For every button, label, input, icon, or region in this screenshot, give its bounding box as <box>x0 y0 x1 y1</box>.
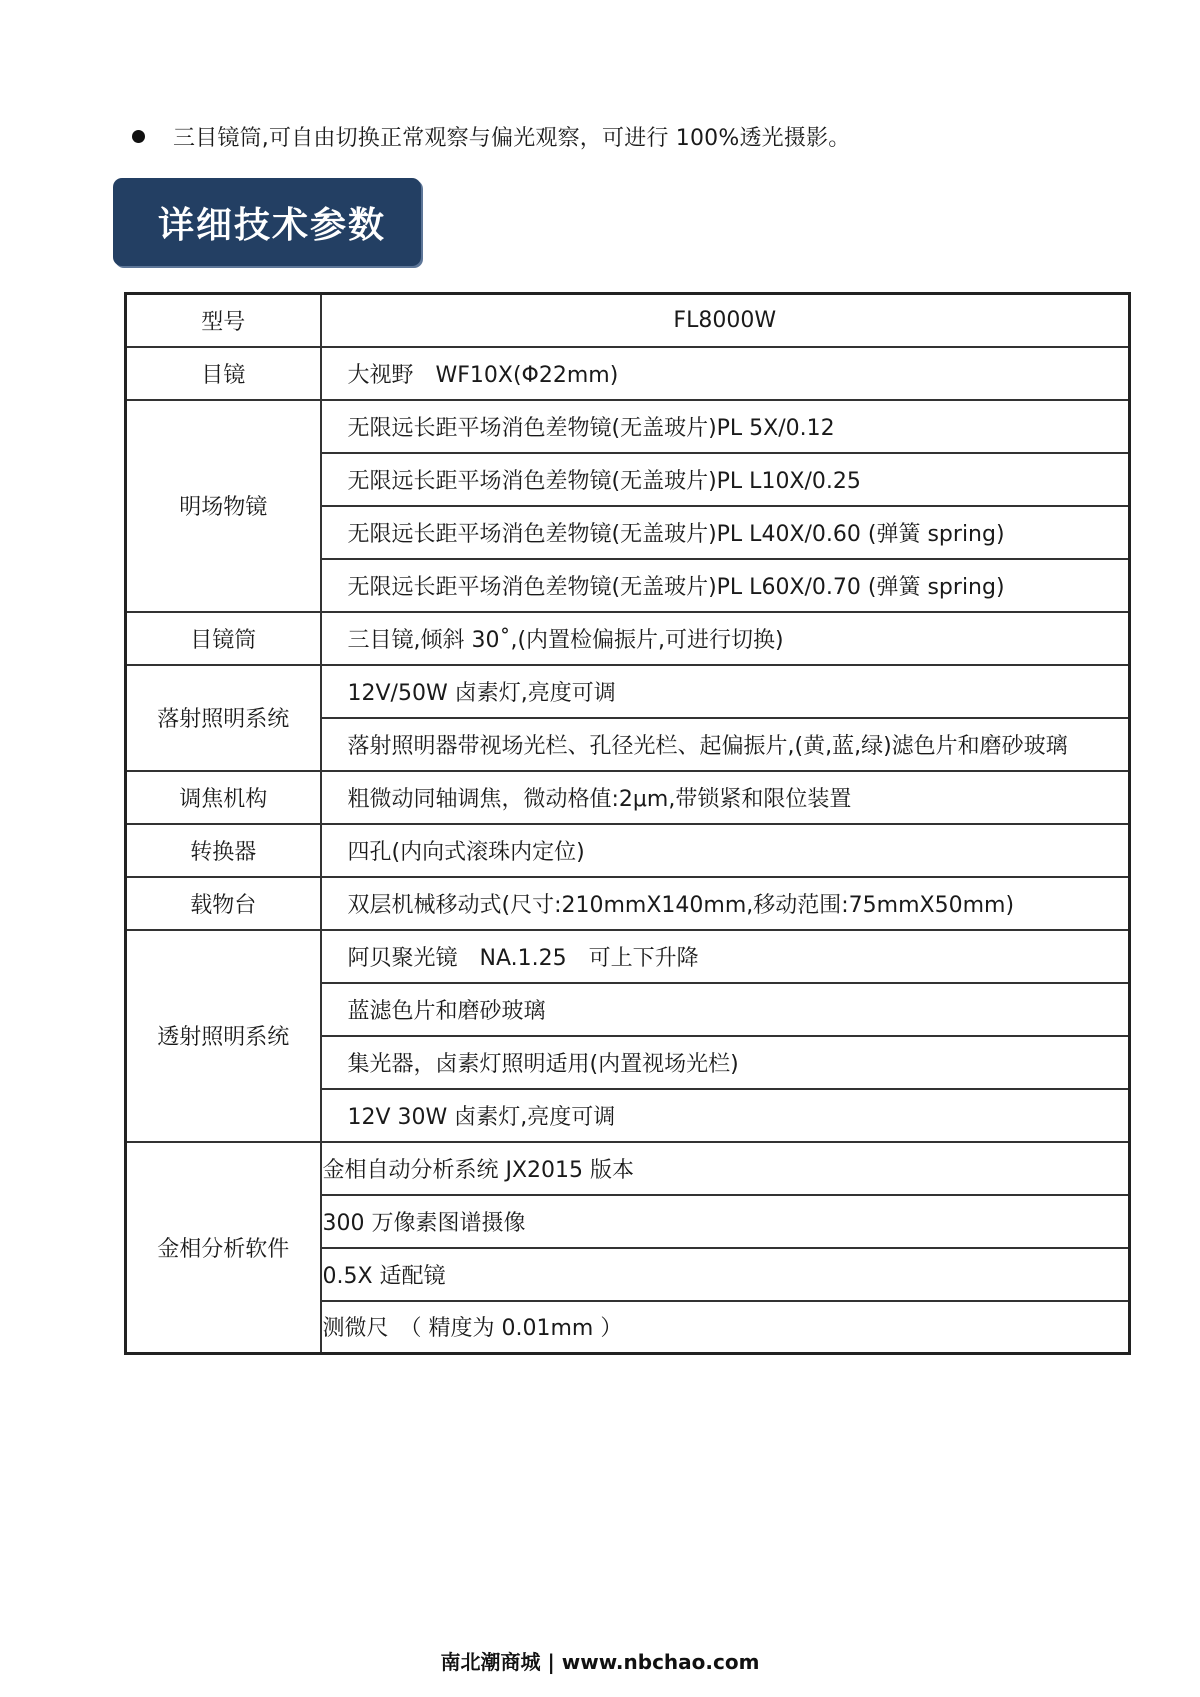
section-title: 详细技术参数 <box>158 204 387 246</box>
table-row <box>126 930 1130 983</box>
spec-value: 无限远长距平场消色差物镜(无盖玻片)PL L40X/0.60 (弹簧 spring) <box>321 506 1130 559</box>
spec-value: 测微尺 （ 精度为 0.01mm ） <box>321 1301 1130 1354</box>
footer-site-link[interactable]: 南北潮商城 | www.nbchao.com <box>440 1650 760 1674</box>
bullet-icon <box>132 130 145 143</box>
spec-value: 四孔(内向式滚珠内定位) <box>321 824 1130 877</box>
spec-value: 300 万像素图谱摄像 <box>321 1195 1130 1248</box>
spec-table <box>124 292 1131 1355</box>
spec-value: 无限远长距平场消色差物镜(无盖玻片)PL L60X/0.70 (弹簧 spring) <box>321 559 1130 612</box>
spec-value: 大视野 WF10X(Φ22mm) <box>321 347 1130 400</box>
table-row <box>126 665 1130 718</box>
spec-label: 落射照明系统 <box>126 665 321 771</box>
spec-value: 三目镜,倾斜 30˚,(内置检偏振片,可进行切换) <box>321 612 1130 665</box>
spec-value: 无限远长距平场消色差物镜(无盖玻片)PL 5X/0.12 <box>321 400 1130 453</box>
spec-label: 载物台 <box>126 877 321 930</box>
spec-label: 转换器 <box>126 824 321 877</box>
spec-value: FL8000W <box>321 294 1130 347</box>
spec-label: 目镜筒 <box>126 612 321 665</box>
spec-value: 0.5X 适配镜 <box>321 1248 1130 1301</box>
spec-value: 双层机械移动式(尺寸:210mmX140mm,移动范围:75mmX50mm) <box>321 877 1130 930</box>
table-row <box>126 824 1130 877</box>
table-row <box>126 294 1130 347</box>
spec-label: 透射照明系统 <box>126 930 321 1142</box>
table-row <box>126 877 1130 930</box>
spec-value: 集光器，卤素灯照明适用(内置视场光栏) <box>321 1036 1130 1089</box>
spec-label: 金相分析软件 <box>126 1142 321 1354</box>
spec-label: 型号 <box>126 294 321 347</box>
intro-bullet <box>128 118 850 154</box>
spec-value: 阿贝聚光镜 NA.1.25 可上下升降 <box>321 930 1130 983</box>
spec-label: 调焦机构 <box>126 771 321 824</box>
spec-label: 目镜 <box>126 347 321 400</box>
spec-value: 金相自动分析系统 JX2015 版本 <box>321 1142 1130 1195</box>
table-row <box>126 1142 1130 1195</box>
section-header <box>113 178 421 266</box>
intro-bullet-text: 三目镜筒,可自由切换正常观察与偏光观察，可进行 100%透光摄影。 <box>173 125 851 151</box>
spec-value: 蓝滤色片和磨砂玻璃 <box>321 983 1130 1036</box>
spec-value: 12V/50W 卤素灯,亮度可调 <box>321 665 1130 718</box>
spec-value: 落射照明器带视场光栏、孔径光栏、起偏振片,(黄,蓝,绿)滤色片和磨砂玻璃 <box>321 718 1130 771</box>
table-row <box>126 771 1130 824</box>
table-row <box>126 612 1130 665</box>
table-row <box>126 347 1130 400</box>
table-row <box>126 400 1130 453</box>
spec-label: 明场物镜 <box>126 400 321 612</box>
spec-value: 无限远长距平场消色差物镜(无盖玻片)PL L10X/0.25 <box>321 453 1130 506</box>
spec-value: 12V 30W 卤素灯,亮度可调 <box>321 1089 1130 1142</box>
spec-value: 粗微动同轴调焦，微动格值:2μm,带锁紧和限位装置 <box>321 771 1130 824</box>
